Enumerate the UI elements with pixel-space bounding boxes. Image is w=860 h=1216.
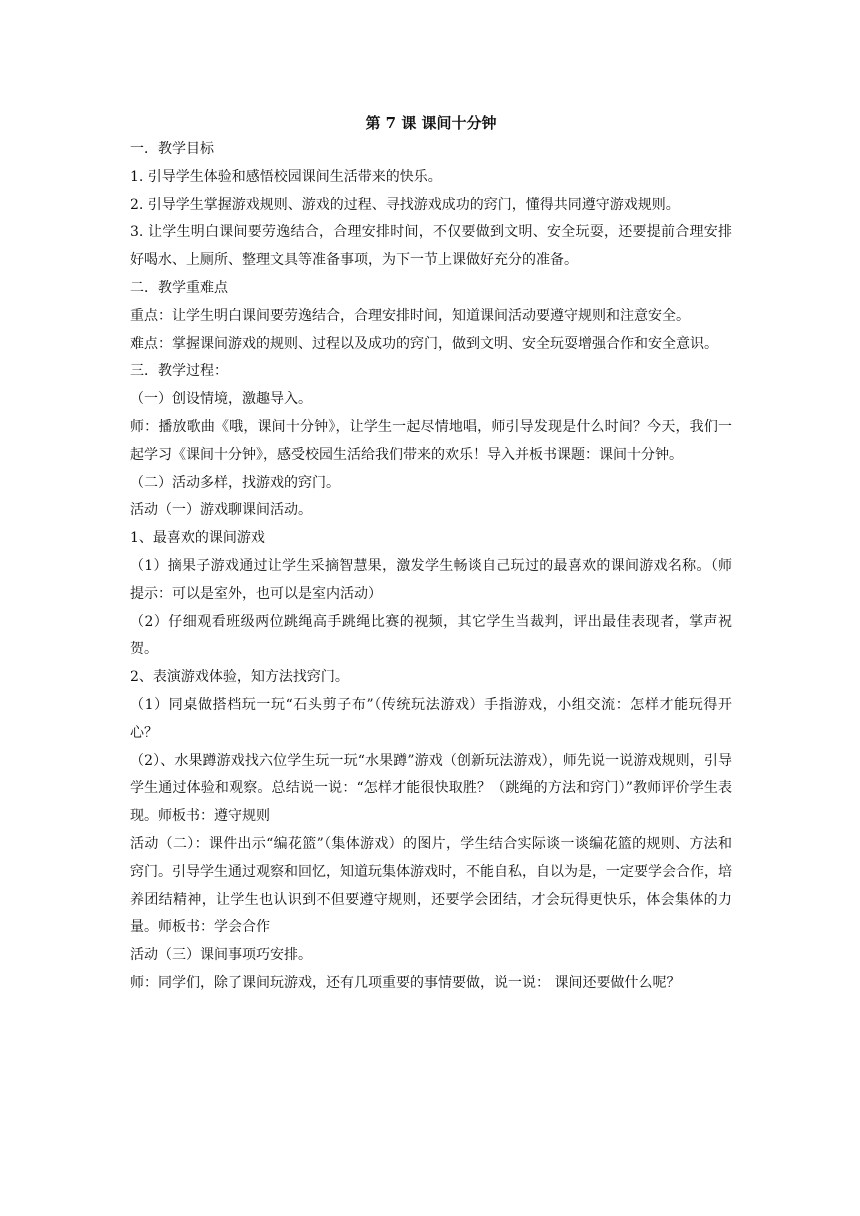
- heading-teaching-process: 三．教学过程：: [130, 363, 228, 380]
- goal-item-1: 1. 引导学生体验和感悟校园课间生活带来的快乐。: [130, 168, 442, 185]
- difficult-point: 难点：掌握课间游戏的规则、过程以及成功的窍门，做到文明、安全玩耍增强合作和安全意识。: [130, 335, 718, 352]
- activity-2-text: 活动（二）：课件出示“编花篮”（集体游戏）的图片，学生结合实际谈一谈编花篮的规则、方法和窍门。引导学生通过观察和回忆，知道玩集体游戏时，不能自私，自以为是，一定要学会合作，培养团结精神，让学生也认识到不但要遵守规则，还要学会团结，才会玩得更快乐，体会集体的力量。师板书：学会合作: [130, 835, 732, 936]
- activity-3-heading: 活动（三）课间事项巧安排。: [130, 947, 312, 964]
- activity-1-item-1-a: （1）摘果子游戏通过让学生采摘智慧果，激发学生畅谈自己玩过的最喜欢的课间游戏名称。（师提示：可以是室外，也可以是室内活动）: [130, 557, 732, 602]
- document-body: [130, 110, 732, 998]
- key-point: 重点：让学生明白课间要劳逸结合，合理安排时间，知道课间活动要遵守规则和注意安全。: [130, 307, 690, 324]
- activity-1-item-1: 1、最喜欢的课间游戏: [130, 530, 265, 547]
- goal-item-2: 2. 引导学生掌握游戏规则、游戏的过程、寻找游戏成功的窍门，懂得共同遵守游戏规则。: [130, 196, 680, 213]
- activity-3-text: 师：同学们，除了课间玩游戏，还有几项重要的事情要做，说一说： 课间还要做什么呢？: [130, 974, 681, 991]
- activity-1-item-2: 2、表演游戏体验，知方法找窍门。: [130, 669, 349, 686]
- section-1-heading: （一）创设情境，激趣导入。: [130, 391, 312, 408]
- section-1-text: 师：播放歌曲《哦，课间十分钟》，让学生一起尽情地唱，师引导发现是什么时间？今天，我们一起学习《课间十分钟》，感受校园生活给我们带来的欢乐！导入并板书课题：课间十分钟。: [130, 418, 732, 463]
- section-2-heading: （二）活动多样，找游戏的窍门。: [130, 474, 340, 491]
- activity-1-item-1-b: （2）仔细观看班级两位跳绳高手跳绳比赛的视频，其它学生当裁判，评出最佳表现者，掌声祝贺。: [130, 613, 732, 658]
- goal-item-3: 3. 让学生明白课间要劳逸结合，合理安排时间，不仅要做到文明、安全玩耍，还要提前合理安排好喝水、上厕所、整理文具等准备事项，为下一节上课做好充分的准备。: [130, 224, 732, 269]
- heading-teaching-goals: 一．教学目标: [130, 141, 214, 157]
- activity-1-item-2-a: （1）同桌做搭档玩一玩“石头剪子布”（传统玩法游戏）手指游戏，小组交流：怎样才能玩得开心？: [130, 696, 732, 741]
- heading-key-points: 二．教学重难点: [130, 279, 228, 296]
- activity-1-item-2-b: （2）、水果蹲游戏找六位学生玩一玩“水果蹲”游戏（创新玩法游戏），师先说一说游戏规则，引导学生通过体验和观察。总结说一说：“怎样才能很快取胜？（跳绳的方法和窍门）”教师评价学生表现。师板书：遵守规则: [130, 752, 732, 825]
- document-title: 第 7 课 课间十分钟: [365, 114, 497, 132]
- activity-1-heading: 活动（一）游戏聊课间活动。: [130, 502, 312, 519]
